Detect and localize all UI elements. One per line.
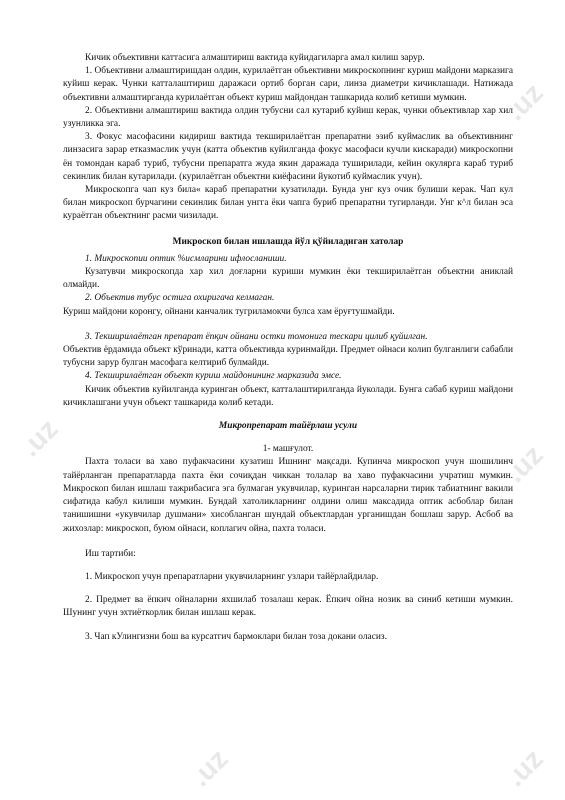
lesson-label: 1- машғулот. [262,444,314,455]
error-1-title: 1. Микроскопии оптик %исмларини ифлосланиши. [85,253,287,264]
paragraph: Пахта толаси ва хаво пуфакчасини кузатиш Ишнинг мақсади. Купинча микроскоп учун шошилинч тайёрланган препаратларда пахта ёки сочиқдан чиккан толалар ва хаво пуфакчасини учратиш мумкин. Микроскоп билан ишлаш тажрибасига эга булмаган укувчилар, куринган нарсаларни тирик табиатнинг вакили сифатида кабул килиши мумкин. Бундай хатоликларнинг олдини олиш максадида оптик асбоблар билан танишишни «укувчилар душмани» хисобланган шундай объектлардан урганишдан бошлаш зарур. Асбоб ва жихозлар: микроскоп, буюм ойнаси, коплагич ойна, пахта толаси. [63,457,513,534]
error-4-title: 4. Текширилаётган объект куриш майдонининг марказида эмсе. [85,371,342,382]
section-heading-errors: Микроскоп билан ишлашда йўл қўйиладиган хатолар [172,236,404,247]
paragraph: 1. Объективни алмаштиришдан олдин, курилаётган объективни микроскопнинг куриш майдони марказига куйиш керак. Чунки катталаштириш даражаси ортиб борган сари, линза диаметри кичиклашади. Натижада объективни алмаштирганда курилаётган объект куриш майдондан ташкарида колиб кетиши мумкин. [63,66,513,103]
error-1-text: Кузатувчи микроскопда хар хил доғларни куриши мумкин ёки текширилаётган объектни аниклай олмайди. [63,267,513,291]
order-title: Иш тартиби: [85,548,136,559]
error-4-text: Кичик объектив куйилганда куринган объект, катталаштирилганда йуколади. Бунга сабаб куриш майдони кичиклашгани учун объект ташкарида колиб кетади. [63,384,513,408]
paragraph: Кичик объективни каттасига алмаштириш вактида куйидагиларга амал килиш зарур. [85,53,425,63]
watermark: .uz [14,412,64,463]
error-2-text: Куриш майдони коронгу, ойнани канчалик тугриламокчи булса хам ёруғтушмайди. [63,306,395,317]
paragraph: Микроскопга чап куз била« караб препаратни кузатилади. Бунда унг куз очик булиши керак. Чап кул билан микроскоп бурчагини секинлик билан унгга ёки чапга буриб препаратни тугирланди. Унг к^л билан эса кураётган объектнинг расми чизилади. [63,185,513,222]
watermark: .uz [499,438,549,489]
document-page [63,52,513,644]
step-item: 1. Микроскоп учун препаратларни укувчиларнинг узлари тайёрлайдилар. [85,571,379,582]
paragraph: 2. Объективни алмаштириш вактида олдин тубусни сал кутариб куйиш керак, чунки объективлар хар хил узунликка эга. [63,105,513,130]
step-item: 3. Чап кУлингизни бош ва курсатгич бармоклари билан тоза докани оласиз. [85,631,387,642]
section-heading-prep: Микропрепарат тайёрлаш усули [218,421,358,432]
watermark: .uz [499,742,549,793]
step-item: 2. Предмет ва ёпкич ойналарни яхшилаб тозалаш керак. Ёпкич ойна нозик ва синиб кетиши мумкин. Шунинг учун эхтиёткорлик билан ишлаш керак. [63,595,513,619]
paragraph: 3. Фокус масофасини кидириш вактида текширилаётган препаратни эзиб куймаслик ва объективнинг линзасига зарар етказмаслик учун (катта объектив куйилганда фокус масофаси кучли кискаради) микроскопни ён томондан караб туриб, тубусни препаратга жуда якин даражада туширилади, кейин окулярга караб туриб секинлик билан кутарилади. (курилаётган объектни киёфасини йукотиб куймаслик учун). [63,132,513,182]
error-3-title: 3. Текширилаётган препарат ёпқич ойнани остки томонига тескари цилиб қуйилган. [85,331,428,342]
watermark: .uz [499,76,549,127]
watermark: .uz [184,742,234,793]
error-3-text: Объектив ёрдамида объект кўринади, катта объективда куринмайди. Предмет ойнаси колип булганлиги сабабли тубусни зарур булган масофага келтириб булмайди. [63,345,513,369]
error-2-title: 2. Объектив тубус остига охиригача келмаган. [85,293,275,304]
